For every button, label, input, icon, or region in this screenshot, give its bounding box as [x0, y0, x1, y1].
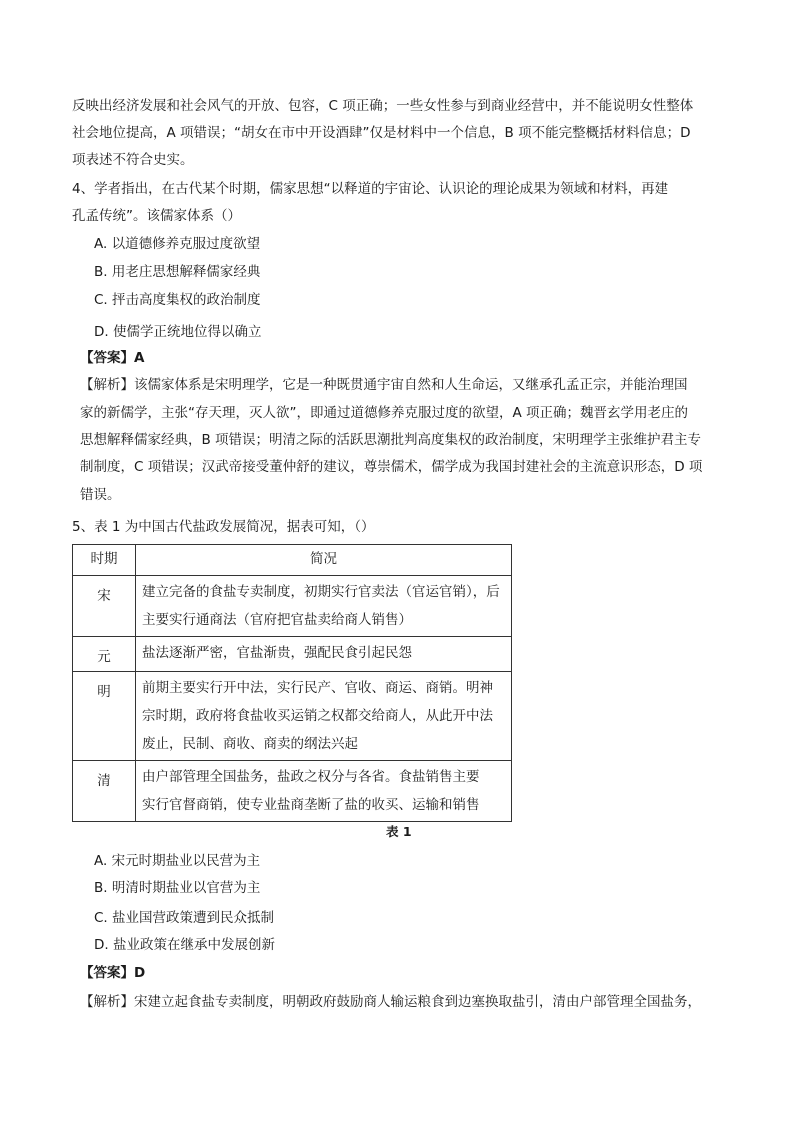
- summary-line: 实行官督商销，使专业盐商垄断了盐的收买、运输和销售: [142, 797, 480, 813]
- q4-option-a: A. 以道德修养克服过度欲望: [94, 236, 261, 252]
- q5-option-d: D. 盐业政策在继承中发展创新: [94, 937, 275, 953]
- summary-line: 盐法逐渐严密，官盐渐贵，强配民食引起民怨: [142, 645, 412, 661]
- summary-line: 主要实行通商法（官府把官盐卖给商人销售）: [142, 612, 412, 628]
- q4-stem-line-1: 4、学者指出，在古代某个时期，儒家思想“以释道的宇宙论、认识论的理论成果为领域和材料，再建: [72, 181, 669, 197]
- table-header-row: [73, 545, 512, 576]
- q5-option-a: A. 宋元时期盐业以民营为主: [94, 853, 261, 869]
- summary-cell: [136, 761, 512, 822]
- period-cell: 明: [73, 672, 136, 761]
- summary-line: 前期主要实行开中法，实行民产、官收、商运、商销。明神: [142, 680, 493, 696]
- header-period: 时期: [73, 545, 136, 576]
- q5-option-b: B. 明清时期盐业以官营为主: [94, 880, 261, 896]
- table-row: [73, 672, 512, 761]
- q4-analysis-line-1: 【解析】该儒家体系是宋明理学，它是一种既贯通宇宙自然和人生命运，又继承孔孟正宗，并能治理国: [80, 377, 688, 393]
- q4-analysis-line-4: 制制度，C 项错误；汉武帝接受董仲舒的建议，尊崇儒术，儒学成为我国封建社会的主流意识形态，D 项: [80, 459, 703, 475]
- q4-answer: 【答案】A: [80, 350, 145, 366]
- q4-analysis-line-2: 家的新儒学，主张“存天理，灭人欲”，即通过道德修养克服过度的欲望，A 项正确；魏晋玄学用老庄的: [80, 405, 689, 421]
- header-summary: 简况: [136, 545, 512, 576]
- salt-policy-table: [72, 544, 512, 822]
- summary-line: 建立完备的食盐专卖制度，初期实行官卖法（官运官销），后: [142, 584, 500, 600]
- summary-line: 废止，民制、商收、商卖的纲法兴起: [142, 736, 358, 752]
- q5-option-c: C. 盐业国营政策遭到民众抵制: [94, 910, 275, 926]
- q4-option-b: B. 用老庄思想解释儒家经典: [94, 264, 261, 280]
- period-cell: 宋: [73, 576, 136, 637]
- q5-stem: 5、表 1 为中国古代盐政发展简况，据表可知，（）: [72, 519, 375, 535]
- period-cell: 元: [73, 637, 136, 672]
- summary-cell: [136, 576, 512, 637]
- prev-analysis-line-3: 项表述不符合史实。: [72, 152, 194, 168]
- q5-analysis-line-1: 【解析】宋建立起食盐专卖制度，明朝政府鼓励商人输运粮食到边塞换取盐引，清由户部管理全国盐务，: [80, 994, 701, 1010]
- prev-analysis-line-2: 社会地位提高，A 项错误；“胡女在市中开设酒肆”仅是材料中一个信息，B 项不能完整概括材料信息；D: [72, 125, 691, 141]
- table-row: [73, 637, 512, 672]
- table-row: [73, 576, 512, 637]
- summary-cell: [136, 672, 512, 761]
- summary-line: 由户部管理全国盐务，盐政之权分与各省。食盐销售主要: [142, 769, 480, 785]
- q4-stem-line-2: 孔孟传统”。该儒家体系（）: [72, 208, 241, 224]
- q4-option-c: C. 抨击高度集权的政治制度: [94, 292, 261, 308]
- q5-answer: 【答案】D: [80, 965, 146, 981]
- summary-cell: [136, 637, 512, 672]
- q4-analysis-line-3: 思想解释儒家经典，B 项错误；明清之际的活跃思潮批判高度集权的政治制度，宋明理学主张维护君主专: [80, 432, 702, 448]
- q4-analysis-line-5: 错误。: [80, 487, 121, 503]
- prev-analysis-line-1: 反映出经济发展和社会风气的开放、包容，C 项正确；一些女性参与到商业经营中，并不能说明女性整体: [72, 98, 694, 114]
- period-cell: 清: [73, 761, 136, 822]
- table-row: [73, 761, 512, 822]
- q4-option-d: D. 使儒学正统地位得以确立: [94, 324, 262, 340]
- table-caption: 表 1: [386, 824, 412, 839]
- summary-line: 宗时期，政府将食盐收买运销之权都交给商人，从此开中法: [142, 708, 493, 724]
